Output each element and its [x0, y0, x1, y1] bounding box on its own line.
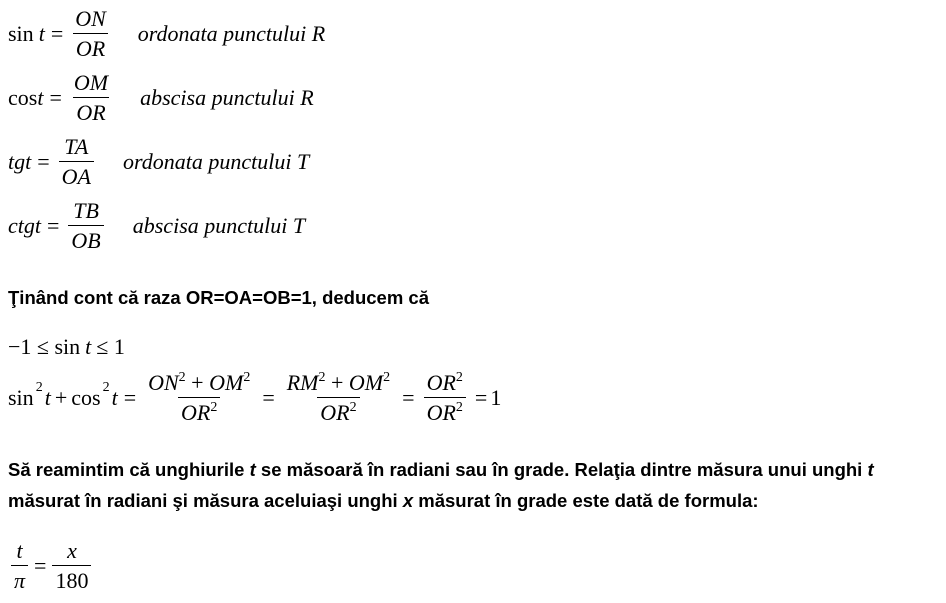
fn-name: sin — [8, 21, 34, 46]
exponent: 2 — [383, 370, 391, 385]
definition-cos — [8, 72, 314, 124]
definition-ctg — [8, 200, 305, 252]
fraction-left — [11, 540, 28, 592]
equals-sign: = — [474, 385, 488, 410]
fraction — [71, 72, 111, 124]
fraction-3 — [424, 372, 466, 424]
numerator — [145, 372, 253, 397]
exponent: 2 — [349, 400, 357, 415]
equals-sign: = — [49, 85, 62, 110]
exponent: 2 — [318, 370, 326, 385]
exponent: 2 — [210, 400, 218, 415]
term: ON — [148, 370, 179, 395]
exponent: 2 — [243, 370, 251, 385]
numerator: t — [16, 538, 23, 563]
term: OR — [426, 370, 456, 395]
fn-name: tgt — [8, 149, 32, 174]
definition-description: abscisa punctului R — [140, 85, 314, 110]
plus-sign: + — [191, 370, 204, 395]
fn-name: cos — [8, 85, 38, 110]
note-radius: Ţinând cont că raza OR=OA=OB=1, deducem că — [8, 287, 430, 308]
denominator — [424, 397, 466, 424]
equals-sign: = — [50, 21, 64, 46]
numerator: TB — [73, 198, 99, 223]
denominator: OR — [73, 97, 108, 124]
var-t: t — [249, 459, 256, 480]
fn-name: ctgt — [8, 213, 41, 238]
equals-sign: = — [402, 385, 415, 410]
text: măsurat în radiani şi măsura aceluiaşi unghi — [8, 490, 403, 511]
exponent: 2 — [178, 370, 186, 385]
fn-var: t — [37, 85, 44, 110]
identity-pythagorean — [8, 372, 501, 424]
inequality-sin — [8, 336, 125, 358]
text: Să reamintim că unghiurile — [8, 459, 250, 480]
denominator: π — [11, 565, 28, 592]
denominator: OA — [59, 161, 94, 188]
fraction-1 — [145, 372, 253, 424]
inequality-var: t — [85, 334, 92, 359]
definition-description: ordonata punctului R — [137, 21, 326, 46]
var: t — [111, 385, 118, 410]
paragraph-line-2 — [8, 486, 759, 515]
definition-tg — [8, 136, 309, 188]
fraction-2 — [284, 372, 393, 424]
conversion-formula — [8, 540, 94, 592]
text: se măsoară în radiani sau în grade. Relaţia dintre măsura unui unghi — [255, 459, 868, 480]
result: 1 — [490, 385, 502, 410]
sin-name: sin — [8, 385, 34, 410]
numerator — [284, 372, 393, 397]
exponent: 2 — [102, 380, 110, 395]
denominator: 180 — [52, 565, 91, 592]
denominator — [178, 397, 220, 424]
term: RM — [286, 370, 319, 395]
term: OM — [209, 370, 244, 395]
fraction — [72, 8, 109, 60]
term: OR — [181, 400, 211, 425]
exponent: 2 — [35, 380, 43, 395]
numerator: x — [67, 538, 77, 563]
numerator: TA — [64, 134, 89, 159]
exponent: 2 — [455, 400, 463, 415]
term: OM — [348, 370, 384, 395]
definition-description: ordonata punctului T — [122, 149, 310, 174]
definition-description: abscisa punctului T — [132, 213, 306, 238]
numerator: ON — [75, 6, 106, 31]
definition-sin — [8, 8, 325, 60]
numerator — [424, 372, 466, 397]
fn-var: t — [38, 21, 45, 46]
paragraph-line-1 — [8, 455, 874, 484]
fraction — [68, 200, 103, 252]
equals-sign: = — [34, 553, 47, 578]
fraction-right — [52, 540, 91, 592]
term: OR — [426, 400, 456, 425]
equals-sign: = — [123, 385, 137, 410]
text: măsurat în grade este dată de formula: — [413, 490, 759, 511]
cos-name: cos — [71, 385, 101, 410]
var: t — [44, 385, 51, 410]
var-x: x — [402, 490, 414, 511]
denominator — [317, 397, 359, 424]
plus-sign: + — [54, 385, 68, 410]
term: OR — [320, 400, 350, 425]
equals-sign: = — [262, 385, 275, 410]
fraction — [59, 136, 94, 188]
denominator: OR — [73, 33, 108, 60]
numerator: OM — [73, 70, 109, 95]
equals-sign: = — [47, 213, 60, 238]
denominator: OB — [68, 225, 103, 252]
inequality-left: −1 ≤ sin — [8, 334, 81, 359]
plus-sign: + — [331, 370, 344, 395]
inequality-right: ≤ 1 — [96, 334, 125, 359]
exponent: 2 — [455, 370, 463, 385]
var-t: t — [867, 459, 874, 480]
equals-sign: = — [37, 149, 50, 174]
